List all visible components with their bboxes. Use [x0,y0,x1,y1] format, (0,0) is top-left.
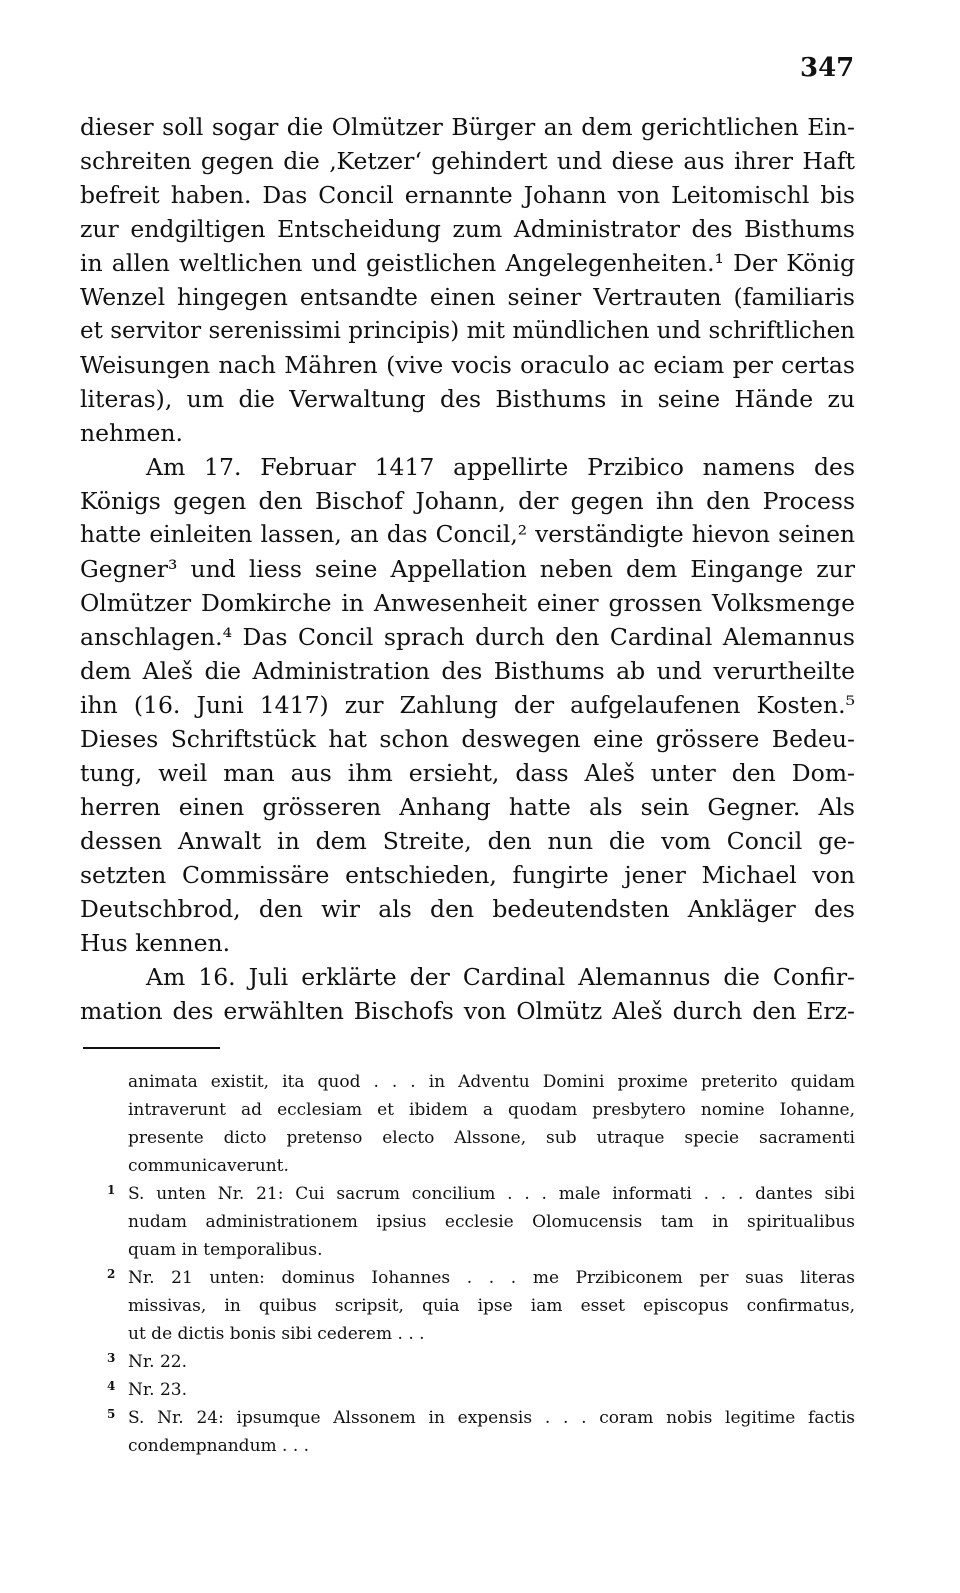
text-line: Weisungen nach Mähren (vive vocis oraculo ac eciam per certas [80,351,855,379]
text-line: anschlagen.⁴ Das Concil sprach durch den Cardinal Alemannus [80,623,855,651]
text-line: befreit haben. Das Concil ernannte Johann von Leitomischl bis [80,181,855,209]
footnote-line: condempnandum . . . [128,1436,310,1456]
footnote-text: Nr. 21 unten: dominus Iohannes . . . me Przibiconem per suas literas [128,1268,855,1288]
footnote-text: S. Nr. 24: ipsumque Alssonem in expensis . . . coram nobis legitime factis [128,1408,855,1428]
footnote-line: quam in temporalibus. [128,1240,323,1260]
footnote-marker: 1 [107,1183,116,1197]
footnotes [80,1068,855,1460]
paragraph-start-line: Am 17. Februar 1417 appellirte Przibico namens des [146,453,855,481]
footnote-5 [80,1404,855,1432]
footnote-continuation-line: intraverunt ad ecclesiam et ibidem a quodam presbytero nomine Iohanne, [128,1100,855,1120]
text-line: schreiten gegen die ‚Ketzer‘ gehindert und diese aus ihrer Haft [80,147,855,175]
text-line: zur endgiltigen Entscheidung zum Administrator des Bisthums [80,215,855,243]
text-line: ihn (16. Juni 1417) zur Zahlung der aufgelaufenen Kosten.⁵ [80,691,855,719]
footnote-1 [80,1180,855,1208]
footnote-separator [83,1047,220,1049]
footnote-4 [80,1376,855,1404]
text-line: Königs gegen den Bischof Johann, der gegen ihn den Process [80,487,855,515]
footnote-text: Nr. 22. [128,1352,187,1372]
text-line: herren einen grösseren Anhang hatte als sein Gegner. Als [80,793,855,821]
text-line: Deutschbrod, den wir als den bedeutendsten Ankläger des [80,895,855,923]
text-line: dem Aleš die Administration des Bisthums ab und verurtheilte [80,657,855,685]
main-text [80,110,855,1028]
footnote-line: nudam administrationem ipsius ecclesie Olomucensis tam in spiritualibus [128,1212,855,1232]
paragraph-start-line: Am 16. Juli erklärte der Cardinal Alemannus die Confir- [146,963,855,991]
footnote-continuation-line: communicaverunt. [128,1156,289,1176]
text-line: hatte einleiten lassen, an das Concil,² verständigte hievon seinen [80,521,855,548]
text-line: dieser soll sogar die Olmützer Bürger an dem gerichtlichen Ein- [80,113,855,141]
text-line: Gegner³ und liess seine Appellation neben dem Eingange zur [80,555,855,583]
text-line: Olmützer Domkirche in Anwesenheit einer grossen Volksmenge [80,589,855,617]
text-line: in allen weltlichen und geistlichen Angelegenheiten.¹ Der König [80,249,855,277]
footnote-marker: 4 [107,1379,116,1393]
footnote-text: Nr. 23. [128,1380,187,1400]
page-number: 347 [800,53,855,83]
text-line: literas), um die Verwaltung des Bisthums in seine Hände zu [80,385,855,413]
text-line: dessen Anwalt in dem Streite, den nun die vom Concil ge- [80,827,855,855]
text-line: setzten Commissäre entschieden, fungirte jener Michael von [80,861,855,889]
text-line: et servitor serenissimi principis) mit mündlichen und schriftlichen [80,318,855,344]
footnote-continuation-line: presente dicto pretenso electo Alssone, sub utraque specie sacramenti [128,1128,855,1148]
footnote-marker: 3 [107,1351,116,1365]
footnote-line: ut de dictis bonis sibi cederem . . . [128,1324,425,1344]
footnote-line: missivas, in quibus scripsit, quia ipse iam esset episcopus confirmatus, [128,1296,855,1316]
footnote-marker: 2 [107,1267,116,1281]
paragraph-end-line: nehmen. [80,419,183,447]
footnote-marker: 5 [107,1407,116,1421]
footnote-text: S. unten Nr. 21: Cui sacrum concilium . . . male informati . . . dantes sibi [128,1184,855,1204]
footnote-2 [80,1264,855,1292]
text-line: Dieses Schriftstück hat schon deswegen eine grössere Bedeu- [80,725,855,753]
paragraph-end-line: Hus kennen. [80,929,231,957]
text-line: mation des erwählten Bischofs von Olmütz Aleš durch den Erz- [80,997,855,1025]
footnote-continuation-line: animata existit, ita quod . . . in Adventu Domini proxime preterito quidam [128,1072,855,1092]
footnote-3 [80,1348,855,1376]
text-line: Wenzel hingegen entsandte einen seiner Vertrauten (familiaris [80,283,855,311]
text-line: tung, weil man aus ihm ersieht, dass Aleš unter den Dom- [80,759,855,787]
